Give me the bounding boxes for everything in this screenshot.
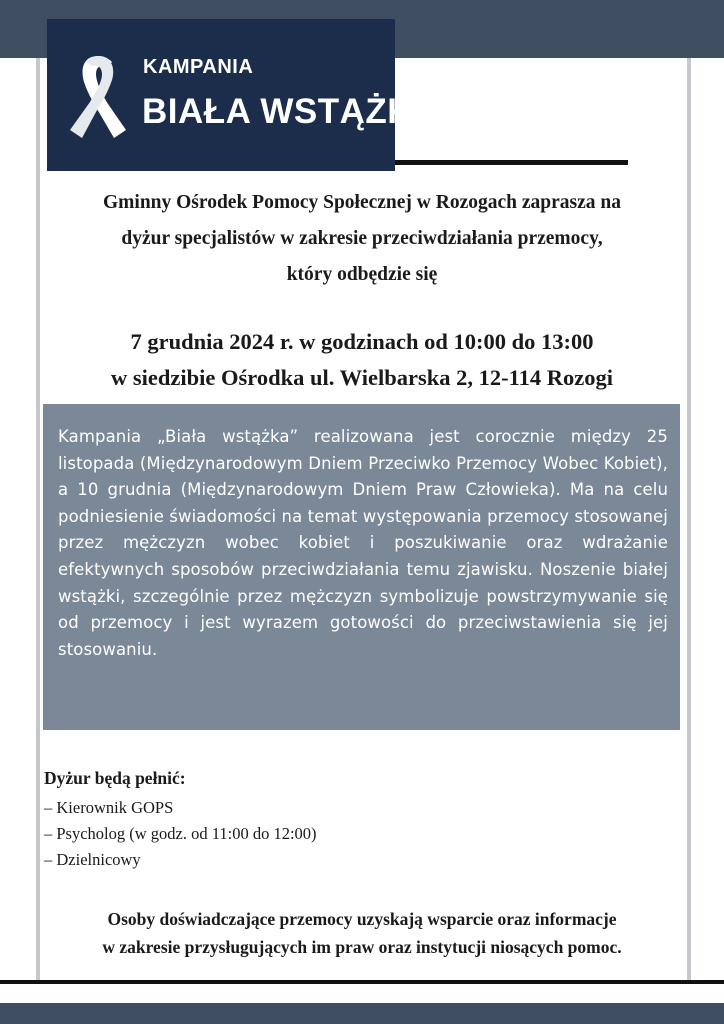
closing-line: w zakresie przysługujących im praw oraz instytucji niosących pomoc. [102, 937, 622, 957]
invitation-line: który odbędzie się [286, 264, 438, 285]
duty-heading: Dyżur będą pełnić: [44, 768, 186, 788]
closing-line: Osoby doświadczające przemocy uzyskają wsparcie oraz informacje [107, 909, 617, 929]
event-place: w siedzibie Ośrodka ul. Wielbarska 2, 12-114 Rozogi [111, 365, 613, 390]
logo-title-large: BIAŁA WSTĄŻKA [142, 92, 439, 131]
duty-list [44, 795, 317, 873]
invitation-text [30, 185, 694, 293]
duty-item: – Kierownik GOPS [44, 798, 174, 817]
event-details [30, 324, 694, 396]
bottom-banner-bar [0, 1003, 724, 1024]
logo-title-small: KAMPANIA [143, 56, 254, 78]
invitation-line: dyżur specjalistów w zakresie przeciwdziałania przemocy, [121, 228, 603, 249]
bottom-rule [0, 980, 724, 984]
closing-note [30, 905, 694, 961]
event-date: 7 grudnia 2024 r. w godzinach od 10:00 do 13:00 [130, 329, 594, 354]
logo-underline [395, 160, 628, 165]
invitation-line: Gminny Ośrodek Pomocy Społecznej w Rozogach zaprasza na [103, 192, 621, 213]
white-ribbon-icon [62, 50, 132, 142]
duty-item: – Dzielnicowy [44, 850, 141, 869]
duty-item: – Psycholog (w godz. od 11:00 do 12:00) [44, 824, 317, 843]
campaign-info-text: Kampania „Biała wstążka” realizowana jest corocznie między 25 listopada (Międzynarodowym Dniem Przeciwko Przemocy Wobec Kobiet), a 10 grudnia (Międzynarodowym Dniem Praw Człowieka). Ma na celu podniesienie świadomości na temat występowania przemocy stosowanej przez mężczyzn wobec kobiet i poszukiwanie oraz wdrażanie efektywnych sposobów przeciwdziałania temu zjawisku. Noszenie białej wstążki, szczególnie przez mężczyzn symbolizuje powstrzymywanie się od przemocy i jest wyrazem gotowości do przeciwstawienia się jej stosowaniu. [58, 427, 668, 659]
